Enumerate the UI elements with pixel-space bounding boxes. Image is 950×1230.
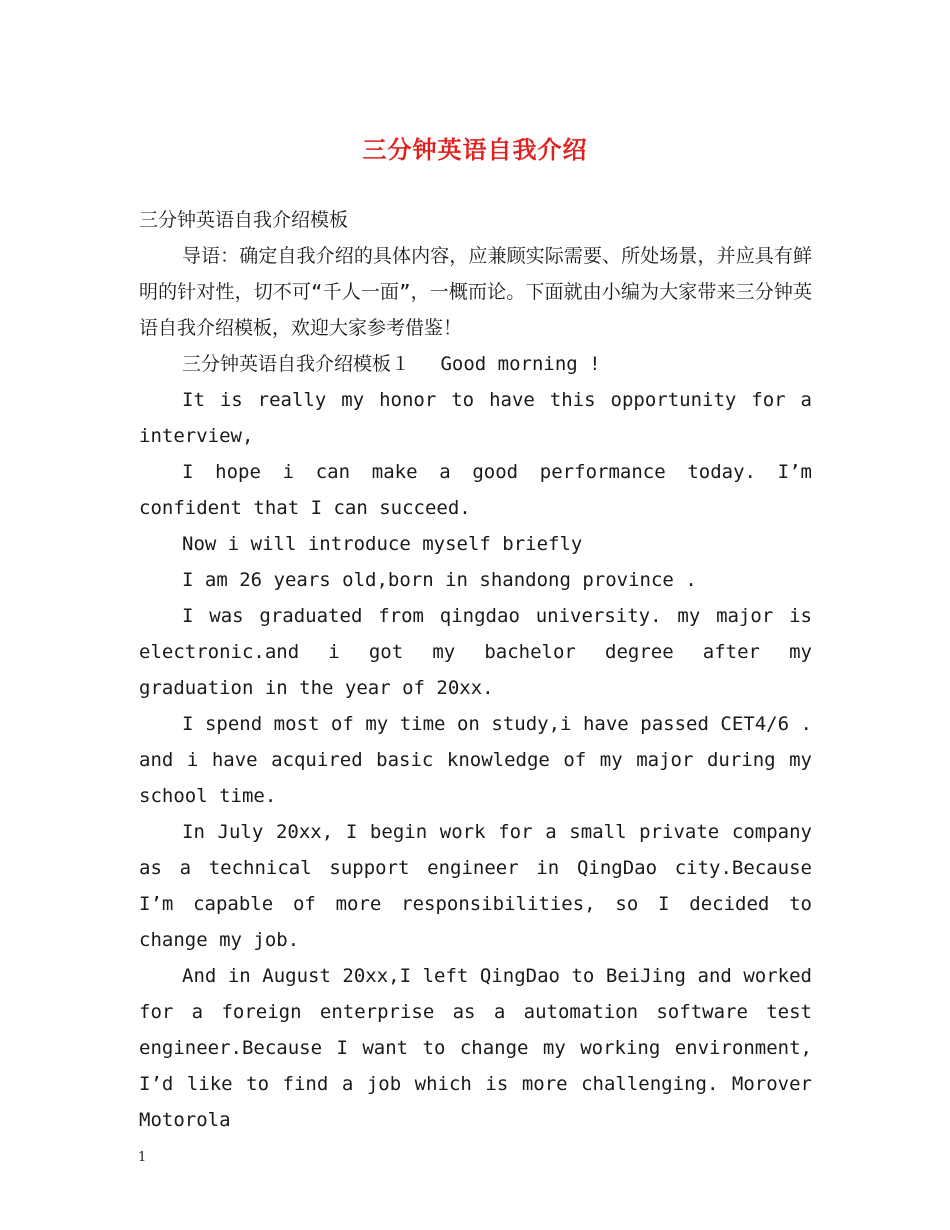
paragraph: Now i will introduce myself briefly bbox=[182, 533, 583, 555]
subtitle-line: 三分钟英语自我介绍模板 bbox=[139, 209, 349, 231]
paragraph-intro: 导语：确定自我介绍的具体内容，应兼顾实际需要、所处场景，并应具有鲜明的针对性，切不可“千人一面”，一概而论。下面就由小编为大家带来三分钟英语自我介绍模板，欢迎大家参考借鉴！ bbox=[139, 245, 812, 339]
paragraph: I hope i can make a good performance today. I’m confident that I can succeed. bbox=[139, 461, 812, 519]
paragraph: I am 26 years old,born in shandong province . bbox=[182, 569, 697, 591]
document-title: 三分钟英语自我介绍 bbox=[362, 136, 588, 164]
paragraph: In July 20xx, I begin work for a small private company as a technical support engineer in QingDao city.Because I’m capable of more responsibilities, so I decided to change my job. bbox=[139, 821, 812, 951]
page-number: 1 bbox=[138, 1150, 147, 1165]
paragraph: It is really my honor to have this opportunity for a interview, bbox=[139, 389, 812, 447]
paragraph-template-heading: 三分钟英语自我介绍模板１ Good morning ! bbox=[182, 353, 601, 375]
paragraph: I was graduated from qingdao university. my major is electronic.and i got my bachelor degree after my graduation in the year of 20xx. bbox=[139, 605, 812, 699]
paragraph: And in August 20xx,I left QingDao to BeiJing and worked for a foreign enterprise as a automation software test engineer.Because I want to change my working environment, I’d like to find a job which is more challenging. Morover Motorola bbox=[139, 965, 812, 1131]
paragraph: I spend most of my time on study,i have passed CET4/6 . and i have acquired basic knowledge of my major during my school time. bbox=[139, 713, 812, 807]
document-body bbox=[139, 202, 812, 1138]
